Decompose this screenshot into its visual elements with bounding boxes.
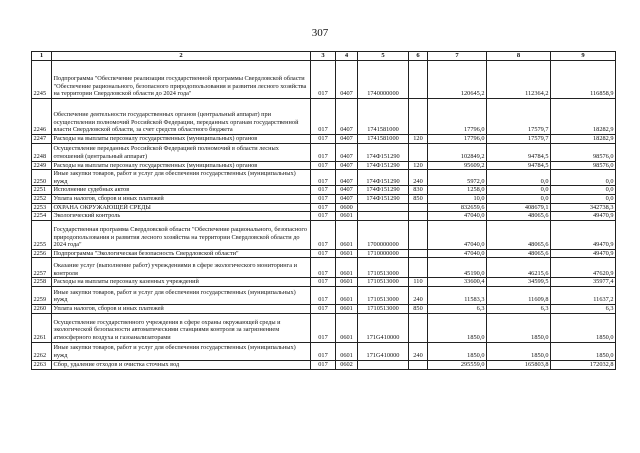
amount-year3-cell: 0,0 xyxy=(551,194,616,203)
expense-type-cell xyxy=(409,99,428,135)
amount-year1-cell: 33600,4 xyxy=(428,278,487,287)
table-row xyxy=(32,186,616,195)
target-article-cell: 1740000000 xyxy=(358,61,409,99)
amount-year3-cell: 0,0 xyxy=(551,186,616,195)
row-number-cell: 2245 xyxy=(32,61,52,99)
amount-year1-cell: 17796,0 xyxy=(428,135,487,144)
target-article-cell: 174Ф151290 xyxy=(358,143,409,161)
row-name-cell: Иные закупки товаров, работ и услуг для обеспечения государственных (муниципальных) нужд xyxy=(52,286,311,304)
header-cell: 6 xyxy=(409,52,428,61)
target-article-cell: 1710000000 xyxy=(358,249,409,258)
amount-year1-cell: 6,3 xyxy=(428,304,487,313)
row-name-cell: Осуществление государственного учреждения в сфере охраны окружающей среды и экологической безопасности автоматическими станциями контроля за загрязнением атмосферного воздуха и газоанализаторами xyxy=(52,313,311,342)
amount-year2-cell: 48065,6 xyxy=(487,249,551,258)
row-number-cell: 2259 xyxy=(32,286,52,304)
amount-year2-cell: 94784,5 xyxy=(487,143,551,161)
table-row xyxy=(32,143,616,161)
expense-type-cell xyxy=(409,143,428,161)
target-article-cell: 1710513000 xyxy=(358,278,409,287)
ministry-code-cell: 017 xyxy=(311,278,336,287)
target-article-cell: 1710513000 xyxy=(358,286,409,304)
amount-year3-cell: 1850,0 xyxy=(551,342,616,360)
page-number: 307 xyxy=(311,27,329,39)
section-code-cell: 0601 xyxy=(336,278,358,287)
ministry-code-cell: 017 xyxy=(311,194,336,203)
section-code-cell: 0601 xyxy=(336,342,358,360)
table-row xyxy=(32,194,616,203)
table-header-row xyxy=(32,52,616,61)
header-cell: 5 xyxy=(358,52,409,61)
ministry-code-cell: 017 xyxy=(311,99,336,135)
expense-type-cell xyxy=(409,313,428,342)
ministry-code-cell: 017 xyxy=(311,170,336,186)
expense-type-cell: 240 xyxy=(409,286,428,304)
expense-type-cell xyxy=(409,212,428,221)
section-code-cell: 0601 xyxy=(336,220,358,249)
amount-year3-cell: 98576,0 xyxy=(551,143,616,161)
amount-year1-cell: 17796,0 xyxy=(428,99,487,135)
amount-year2-cell: 165803,8 xyxy=(487,360,551,369)
table-row xyxy=(32,212,616,221)
header-cell: 8 xyxy=(487,52,551,61)
section-code-cell: 0407 xyxy=(336,186,358,195)
amount-year3-cell: 35977,4 xyxy=(551,278,616,287)
expense-type-cell: 110 xyxy=(409,278,428,287)
ministry-code-cell: 017 xyxy=(311,220,336,249)
section-code-cell: 0407 xyxy=(336,143,358,161)
table-row xyxy=(32,249,616,258)
amount-year3-cell: 49470,9 xyxy=(551,212,616,221)
row-name-cell: Уплата налогов, сборов и иных платежей xyxy=(52,304,311,313)
ministry-code-cell: 017 xyxy=(311,61,336,99)
row-number-cell: 2247 xyxy=(32,135,52,144)
amount-year1-cell: 1850,0 xyxy=(428,313,487,342)
row-name-cell: Иные закупки товаров, работ и услуг для обеспечения государственных (муниципальных) нужд xyxy=(52,170,311,186)
row-number-cell: 2254 xyxy=(32,212,52,221)
row-name-cell: Оказание услуг (выполнение работ) учреждениями в сфере экологического мониторинга и контроля xyxy=(52,258,311,278)
ministry-code-cell: 017 xyxy=(311,304,336,313)
row-name-cell: Осуществление переданных Российской Федерацией полномочий в области лесных отношений (центральный аппарат) xyxy=(52,143,311,161)
amount-year2-cell: 46215,6 xyxy=(487,258,551,278)
header-cell: 2 xyxy=(52,52,311,61)
expense-type-cell: 240 xyxy=(409,342,428,360)
target-article-cell: 1741581000 xyxy=(358,135,409,144)
table-row xyxy=(32,278,616,287)
ministry-code-cell: 017 xyxy=(311,135,336,144)
row-number-cell: 2251 xyxy=(32,186,52,195)
row-number-cell: 2255 xyxy=(32,220,52,249)
amount-year3-cell: 1850,0 xyxy=(551,313,616,342)
section-code-cell: 0601 xyxy=(336,286,358,304)
expense-type-cell: 850 xyxy=(409,304,428,313)
row-name-cell: Сбор, удаление отходов и очистка сточных вод xyxy=(52,360,311,369)
table-row xyxy=(32,203,616,212)
ministry-code-cell: 017 xyxy=(311,342,336,360)
target-article-cell: 174Ф151290 xyxy=(358,194,409,203)
ministry-code-cell: 017 xyxy=(311,286,336,304)
amount-year2-cell: 94784,5 xyxy=(487,161,551,170)
row-number-cell: 2258 xyxy=(32,278,52,287)
table-row xyxy=(32,99,616,135)
amount-year2-cell: 0,0 xyxy=(487,186,551,195)
section-code-cell: 0601 xyxy=(336,249,358,258)
ministry-code-cell: 017 xyxy=(311,249,336,258)
table-row xyxy=(32,61,616,99)
expense-type-cell: 830 xyxy=(409,186,428,195)
amount-year3-cell: 18282,9 xyxy=(551,99,616,135)
table-row xyxy=(32,220,616,249)
row-number-cell: 2263 xyxy=(32,360,52,369)
table-row xyxy=(32,135,616,144)
amount-year2-cell: 408679,1 xyxy=(487,203,551,212)
row-name-cell: Подпрограмма "Экологическая безопасность Свердловской области" xyxy=(52,249,311,258)
ministry-code-cell: 017 xyxy=(311,313,336,342)
amount-year1-cell: 47040,0 xyxy=(428,249,487,258)
amount-year1-cell: 11583,3 xyxy=(428,286,487,304)
amount-year3-cell: 49470,9 xyxy=(551,249,616,258)
row-name-cell: Уплата налогов, сборов и иных платежей xyxy=(52,194,311,203)
expense-type-cell xyxy=(409,249,428,258)
amount-year2-cell: 1850,0 xyxy=(487,342,551,360)
amount-year1-cell: 47040,0 xyxy=(428,212,487,221)
section-code-cell: 0407 xyxy=(336,170,358,186)
section-code-cell: 0601 xyxy=(336,258,358,278)
row-name-cell: Иные закупки товаров, работ и услуг для обеспечения государственных (муниципальных) нужд xyxy=(52,342,311,360)
amount-year3-cell: 342738,3 xyxy=(551,203,616,212)
amount-year3-cell: 11637,2 xyxy=(551,286,616,304)
section-code-cell: 0601 xyxy=(336,313,358,342)
table-row xyxy=(32,161,616,170)
ministry-code-cell: 017 xyxy=(311,258,336,278)
target-article-cell: 171G410000 xyxy=(358,342,409,360)
row-name-cell: ОХРАНА ОКРУЖАЮЩЕЙ СРЕДЫ xyxy=(52,203,311,212)
row-number-cell: 2248 xyxy=(32,143,52,161)
amount-year2-cell: 34599,5 xyxy=(487,278,551,287)
amount-year2-cell: 0,0 xyxy=(487,194,551,203)
amount-year2-cell: 11609,8 xyxy=(487,286,551,304)
expense-type-cell: 240 xyxy=(409,170,428,186)
amount-year3-cell: 6,3 xyxy=(551,304,616,313)
expense-type-cell xyxy=(409,220,428,249)
row-number-cell: 2257 xyxy=(32,258,52,278)
target-article-cell: 174Ф151290 xyxy=(358,186,409,195)
target-article-cell: 1710513000 xyxy=(358,258,409,278)
target-article-cell: 1700000000 xyxy=(358,220,409,249)
amount-year1-cell: 120645,2 xyxy=(428,61,487,99)
amount-year1-cell: 102849,2 xyxy=(428,143,487,161)
amount-year3-cell: 172032,8 xyxy=(551,360,616,369)
ministry-code-cell: 017 xyxy=(311,360,336,369)
amount-year1-cell: 295559,0 xyxy=(428,360,487,369)
amount-year3-cell: 47620,9 xyxy=(551,258,616,278)
ministry-code-cell: 017 xyxy=(311,212,336,221)
row-number-cell: 2260 xyxy=(32,304,52,313)
section-code-cell: 0601 xyxy=(336,212,358,221)
amount-year1-cell: 45190,0 xyxy=(428,258,487,278)
row-number-cell: 2262 xyxy=(32,342,52,360)
amount-year3-cell: 98576,0 xyxy=(551,161,616,170)
section-code-cell: 0407 xyxy=(336,194,358,203)
row-number-cell: 2253 xyxy=(32,203,52,212)
amount-year3-cell: 0,0 xyxy=(551,170,616,186)
target-article-cell: 174Ф151290 xyxy=(358,161,409,170)
amount-year1-cell: 1850,0 xyxy=(428,342,487,360)
amount-year2-cell: 48065,6 xyxy=(487,212,551,221)
target-article-cell xyxy=(358,203,409,212)
table-row xyxy=(32,286,616,304)
amount-year1-cell: 10,0 xyxy=(428,194,487,203)
header-cell: 9 xyxy=(551,52,616,61)
section-code-cell: 0407 xyxy=(336,161,358,170)
expense-type-cell xyxy=(409,61,428,99)
table-row xyxy=(32,360,616,369)
amount-year2-cell: 48065,6 xyxy=(487,220,551,249)
row-number-cell: 2252 xyxy=(32,194,52,203)
section-code-cell: 0407 xyxy=(336,135,358,144)
row-name-cell: Расходы на выплаты персоналу государственных (муниципальных) органов xyxy=(52,135,311,144)
amount-year1-cell: 95609,2 xyxy=(428,161,487,170)
ministry-code-cell: 017 xyxy=(311,143,336,161)
row-name-cell: Расходы на выплаты персоналу государственных (муниципальных) органов xyxy=(52,161,311,170)
amount-year2-cell: 1850,0 xyxy=(487,313,551,342)
table-row xyxy=(32,170,616,186)
amount-year3-cell: 116858,9 xyxy=(551,61,616,99)
budget-table xyxy=(31,51,616,370)
row-name-cell: Государственная программа Свердловской области "Обеспечение рационального, безопасного природопользования и развития лесного хозяйства на территории Свердловской области до 2024 года" xyxy=(52,220,311,249)
table-row xyxy=(32,304,616,313)
expense-type-cell xyxy=(409,203,428,212)
row-number-cell: 2256 xyxy=(32,249,52,258)
expense-type-cell: 120 xyxy=(409,161,428,170)
target-article-cell: 1741581000 xyxy=(358,99,409,135)
section-code-cell: 0407 xyxy=(336,61,358,99)
table-row xyxy=(32,313,616,342)
expense-type-cell xyxy=(409,360,428,369)
amount-year2-cell: 17579,7 xyxy=(487,99,551,135)
amount-year2-cell: 17579,7 xyxy=(487,135,551,144)
row-number-cell: 2261 xyxy=(32,313,52,342)
section-code-cell: 0601 xyxy=(336,304,358,313)
amount-year3-cell: 18282,9 xyxy=(551,135,616,144)
header-cell: 7 xyxy=(428,52,487,61)
row-name-cell: Расходы на выплаты персоналу казенных учреждений xyxy=(52,278,311,287)
ministry-code-cell: 017 xyxy=(311,161,336,170)
row-number-cell: 2249 xyxy=(32,161,52,170)
header-cell: 1 xyxy=(32,52,52,61)
amount-year2-cell: 6,3 xyxy=(487,304,551,313)
section-code-cell: 0407 xyxy=(336,99,358,135)
target-article-cell xyxy=(358,360,409,369)
target-article-cell xyxy=(358,212,409,221)
amount-year1-cell: 47040,0 xyxy=(428,220,487,249)
table-row xyxy=(32,342,616,360)
row-name-cell: Исполнение судебных актов xyxy=(52,186,311,195)
row-number-cell: 2246 xyxy=(32,99,52,135)
row-name-cell: Обеспечение деятельности государственных органов (центральный аппарат) при осуществлении полномочий Российской Федерации, переданных органам государственной власти Свердловской области, за счет средств областного бюджета xyxy=(52,99,311,135)
table-row xyxy=(32,258,616,278)
header-cell: 3 xyxy=(311,52,336,61)
amount-year3-cell: 49470,9 xyxy=(551,220,616,249)
expense-type-cell xyxy=(409,258,428,278)
amount-year1-cell: 5972,0 xyxy=(428,170,487,186)
amount-year1-cell: 832659,6 xyxy=(428,203,487,212)
section-code-cell: 0602 xyxy=(336,360,358,369)
amount-year2-cell: 112364,2 xyxy=(487,61,551,99)
amount-year2-cell: 0,0 xyxy=(487,170,551,186)
target-article-cell: 1710513000 xyxy=(358,304,409,313)
section-code-cell: 0600 xyxy=(336,203,358,212)
target-article-cell: 171G410000 xyxy=(358,313,409,342)
ministry-code-cell: 017 xyxy=(311,186,336,195)
target-article-cell: 174Ф151290 xyxy=(358,170,409,186)
row-name-cell: Подпрограмма "Обеспечение реализации государственной программы Свердловской области "Обеспечение рационального, безопасного природопользования и развития лесного хозяйства на территории Свердловской области до 2024 года" xyxy=(52,61,311,99)
row-number-cell: 2250 xyxy=(32,170,52,186)
expense-type-cell: 850 xyxy=(409,194,428,203)
header-cell: 4 xyxy=(336,52,358,61)
row-name-cell: Экологический контроль xyxy=(52,212,311,221)
expense-type-cell: 120 xyxy=(409,135,428,144)
ministry-code-cell: 017 xyxy=(311,203,336,212)
amount-year1-cell: 1258,0 xyxy=(428,186,487,195)
